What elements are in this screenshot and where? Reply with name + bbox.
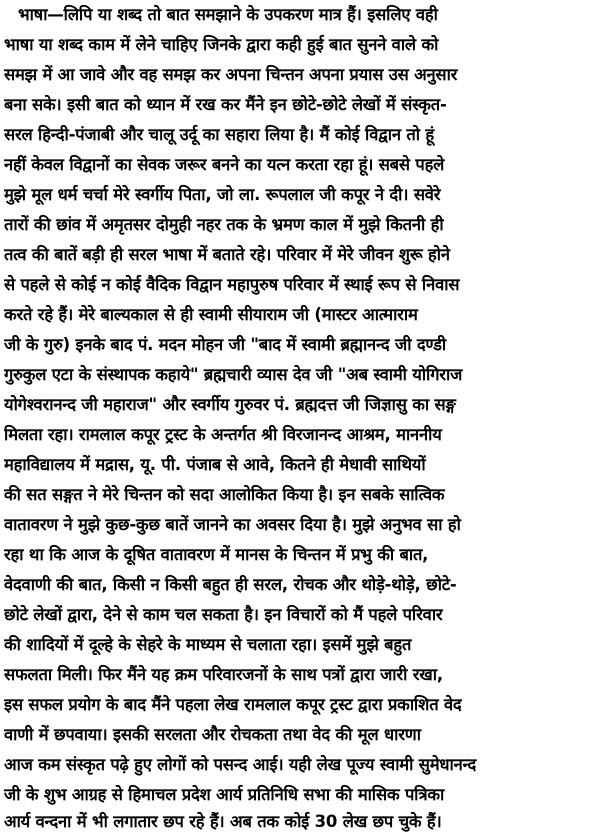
text-line-11: करते रहे हैं। मेरे बाल्यकाल से ही स्वामी सीयाराम जी (मास्टर आत्माराम	[4, 305, 418, 324]
text-line-23: सफलता मिली। फिर मैंने यह क्रम परिवारजनों के साथ पत्रों द्वारा जारी रखा,	[4, 665, 443, 684]
text-line-14: योगेश्वरानन्द जी महाराज" और स्वर्गीय गुरुवर पं. ब्रह्मदत्त जी जिज्ञासु का सङ्ग	[4, 395, 456, 414]
text-line-1: भाषा—लिपि या शब्द तो बात समझाने के उपकरण मात्र हैं। इसलिए वही	[18, 5, 438, 24]
text-line-22: की शादियों में दूल्हे के सेहरे के माध्यम से चलाता रहा। इसमें मुझे बहुत	[4, 635, 412, 654]
text-line-19: रहा था कि आज के दूषित वातावरण में मानस के चिन्तन में प्रभु की बात,	[4, 545, 429, 564]
text-line-26: आज कम संस्कृत पढ़े हुए लोगों को पसन्द आई। यही लेख पूज्य स्वामी सुमेधानन्द	[4, 755, 477, 774]
text-line-7: मुझे मूल धर्म चर्चा मेरे स्वर्गीय पिता, जो ला. रूपलाल जी कपूर ने दी। सवेरे	[4, 185, 441, 204]
text-line-13: गुरुकुल एटा के संस्थापक कहाये" ब्रह्मचारी व्यास देव जी "अब स्वामी योगिराज	[4, 365, 463, 384]
text-line-8: तारों की छांव में अमृतसर दोमुही नहर तक के भ्रमण काल में मुझे कितनी ही	[4, 215, 444, 234]
text-line-6: नहीं केवल विद्वानों का सेवक जरूर बनने का यत्न करता रहा हूं। सबसे पहले	[4, 155, 445, 174]
text-line-28: आर्य वन्दना में भी लगातार छप रहे हैं। अब तक कोई 30 लेख छप चुके हैं।	[4, 812, 442, 831]
text-line-10: से पहले से कोई न कोई वैदिक विद्वान महापुरुष परिवार में स्थाई रूप से निवास	[4, 275, 460, 294]
text-line-4: बना सके। इसी बात को ध्यान में रख कर मैंने इन छोटे-छोटे लेखों में संस्कृत-	[4, 95, 447, 114]
text-line-18: वातावरण ने मुझे कुछ-कुछ बातें जानने का अवसर दिया है। मुझे अनुभव सा हो	[4, 515, 461, 534]
text-line-21: छोटे लेखों द्वारा, देने से काम चल सकता है। इन विचारों को मैं पहले परिवार	[4, 605, 443, 624]
text-line-24: इस सफल प्रयोग के बाद मैंने पहला लेख रामलाल कपूर ट्रस्ट द्वारा प्रकाशित वेद	[4, 695, 462, 714]
text-line-9: तत्व की बातें बड़ी ही सरल भाषा में बताते रहे। परिवार में मेरे जीवन शुरू होने	[4, 245, 450, 264]
text-line-17: की सत सङ्गत ने मेरे चिन्तन को सदा आलोकित किया है। इन सबके सात्विक	[4, 485, 445, 504]
text-line-12: जी के गुरु) इनके बाद पं. मदन मोहन जी "बाद में स्वामी ब्रह्मानन्द जी दण्डी	[4, 335, 446, 354]
text-line-25: वाणी में छपवाया। इसकी सरलता और रोचकता तथा वेद की मूल धारणा	[4, 725, 421, 744]
text-line-2: भाषा या शब्द काम में लेने चाहिए जिनके द्वारा कही हुई बात सुनने वाले को	[4, 35, 439, 54]
text-line-27: जी के शुभ आग्रह से हिमाचल प्रदेश आर्य प्रतिनिधि सभा की मासिक पत्रिका	[4, 785, 445, 804]
text-line-16: महाविद्यालय में मद्रास, यू. पी. पंजाब से आवे, कितने ही मेधावी साथियों	[4, 455, 426, 474]
text-line-15: मिलता रहा। रामलाल कपूर ट्रस्ट के अन्तर्गत श्री विरजानन्द आश्रम, माननीय	[4, 425, 442, 444]
text-line-5: सरल हिन्दी-पंजाबी और चालू उर्दू का सहारा लिया है। मैं कोई विद्वान तो हूं	[4, 125, 434, 144]
text-line-20: वेदवाणी की बात, किसी न किसी बहुत ही सरल, रोचक और थोड़े-थोड़े, छोटे-	[4, 575, 457, 594]
text-line-3: समझ में आ जावे और वह समझ कर अपना चिन्तन अपना प्रयास उस अनुसार	[4, 65, 458, 84]
